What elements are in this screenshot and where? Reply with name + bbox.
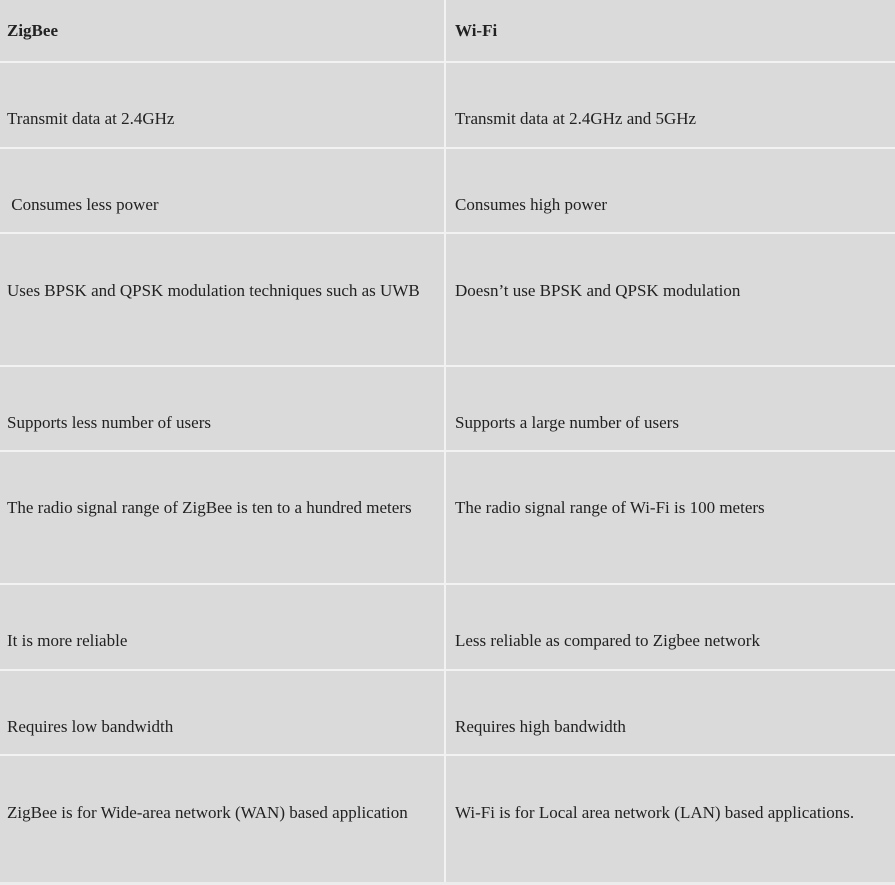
table-cell bbox=[446, 367, 895, 450]
cell-text: Wi-Fi is for Local area network (LAN) based applications. bbox=[455, 803, 855, 822]
cell-text: Supports a large number of users bbox=[455, 413, 679, 432]
cell-text: It is more reliable bbox=[7, 631, 128, 650]
table-cell bbox=[0, 63, 446, 147]
cell-text: The radio signal range of ZigBee is ten to a hundred meters bbox=[7, 498, 412, 517]
table-cell bbox=[446, 671, 895, 754]
cell-text: Transmit data at 2.4GHz bbox=[7, 109, 175, 128]
table-cell bbox=[446, 234, 895, 365]
table-cell bbox=[0, 149, 446, 232]
table-cell bbox=[0, 671, 446, 754]
cell-text: Requires high bandwidth bbox=[455, 717, 626, 736]
cell-text: Consumes less power bbox=[7, 195, 159, 214]
table-cell bbox=[0, 585, 446, 669]
table-cell bbox=[0, 367, 446, 450]
table-cell bbox=[446, 585, 895, 669]
cell-text: Uses BPSK and QPSK modulation techniques such as UWB bbox=[7, 281, 420, 300]
table-row bbox=[0, 452, 895, 585]
table-cell bbox=[0, 452, 446, 583]
table-cell bbox=[446, 149, 895, 232]
header-wifi: Wi-Fi bbox=[455, 21, 498, 40]
table-row bbox=[0, 756, 895, 882]
table-cell bbox=[446, 452, 895, 583]
header-cell-zigbee bbox=[0, 0, 446, 61]
header-cell-wifi bbox=[446, 0, 895, 61]
table-cell bbox=[446, 756, 895, 882]
cell-text: The radio signal range of Wi-Fi is 100 meters bbox=[455, 498, 765, 517]
table-header-row bbox=[0, 0, 895, 63]
header-zigbee: ZigBee bbox=[7, 21, 58, 40]
cell-text: Requires low bandwidth bbox=[7, 717, 174, 736]
table-row bbox=[0, 234, 895, 367]
cell-text: Doesn’t use BPSK and QPSK modulation bbox=[455, 281, 741, 300]
table-row bbox=[0, 671, 895, 756]
table-cell bbox=[446, 63, 895, 147]
table-row bbox=[0, 367, 895, 452]
cell-text: Consumes high power bbox=[455, 195, 608, 214]
table-cell bbox=[0, 756, 446, 882]
table-cell bbox=[0, 234, 446, 365]
table-row bbox=[0, 585, 895, 671]
cell-text: ZigBee is for Wide-area network (WAN) based application bbox=[7, 803, 408, 822]
table-row bbox=[0, 63, 895, 149]
table-row bbox=[0, 149, 895, 234]
cell-text: Supports less number of users bbox=[7, 413, 211, 432]
cell-text: Less reliable as compared to Zigbee network bbox=[455, 631, 760, 650]
cell-text: Transmit data at 2.4GHz and 5GHz bbox=[455, 109, 697, 128]
